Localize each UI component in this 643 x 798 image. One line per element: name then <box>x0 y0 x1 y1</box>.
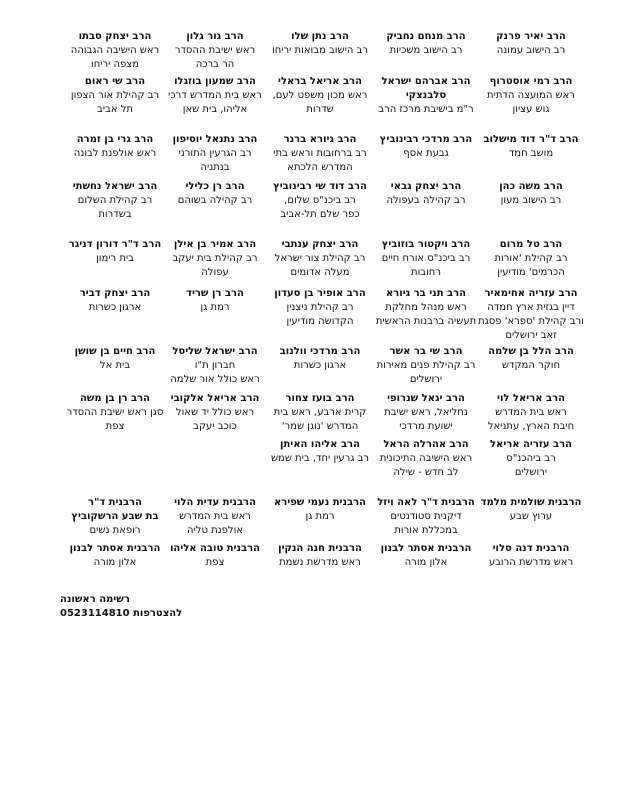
signatory-entry <box>370 30 482 58</box>
signatory-entry <box>475 238 587 280</box>
signatory-description: ראש המועצה הדתית גוש עציון <box>487 90 575 115</box>
signatory-name: הרב יגאל שנרופי <box>387 393 465 404</box>
signatory-description: מושב חמד <box>508 148 554 159</box>
signatory-name: הרב גרי בן זמרה <box>76 134 154 145</box>
signatory-entry <box>475 75 587 117</box>
signatory-name: הרב תני בר גיורא <box>385 288 466 299</box>
signatory-entry <box>264 180 376 222</box>
signatory-name: הרב מרדכי וולנוב <box>279 346 361 357</box>
signatory-description: רב קהילת ניצנין הקדושה מודיעין <box>286 302 354 327</box>
signatory-entry <box>475 496 587 524</box>
signatory-name: הרב שי בר אשר <box>389 346 463 357</box>
signatory-name: הרבנית ד"ר לאה ויזל <box>377 497 475 508</box>
signatory-name: הרב מנחם נחביק <box>386 31 466 42</box>
signatory-name: הרב ד"ר דורון דניגר <box>68 239 162 250</box>
signatory-entry <box>264 542 376 570</box>
signatory-entry <box>370 542 482 570</box>
signatory-name: הרב ד"ר דוד מישלוב <box>483 134 579 145</box>
signatory-description: נחליאל, ראש ישיבת ישועת מרדכי <box>384 407 468 432</box>
signatory-name: הרב יצחק ענתבי <box>281 239 359 250</box>
signatory-name: הרב חיים בן שושן <box>74 346 156 357</box>
signatory-description: רב הישוב עמונה <box>496 45 566 56</box>
signatory-entry <box>475 345 587 373</box>
signatory-entry <box>475 133 587 161</box>
signatory-entry <box>159 133 271 175</box>
signatory-description: ראש בית המדרש אולפנת טליה <box>179 511 251 536</box>
signatory-description: רמת גן <box>200 302 230 313</box>
signatory-entry <box>370 238 482 280</box>
signatory-description: חברון ת"ו ראש כולל אור שלמה <box>170 360 260 385</box>
signatory-entry <box>264 133 376 175</box>
signatory-entry <box>264 345 376 373</box>
signatory-name: הרב הלל בן שלמה <box>488 346 574 357</box>
signatory-description: רב קהילת 'אורות הכרמים' מודיעין <box>494 253 568 278</box>
signatory-name: הרבנית דנה סלוי <box>492 543 570 554</box>
signatory-description: רב קהילה בעפולה <box>386 195 466 206</box>
signatory-entry <box>475 438 587 480</box>
signatory-name: הרב אברהם ישראל סלבנצקי <box>381 76 471 101</box>
signatory-name: הרב משה כהן <box>499 181 563 192</box>
signatory-entry <box>370 438 482 480</box>
signatory-name: הרב יאיר פרנק <box>496 31 566 42</box>
signatory-name: הרב שי ראום <box>84 76 146 87</box>
signatory-name: הרב יצחק סבתו <box>78 31 152 42</box>
signatory-entry <box>159 180 271 208</box>
signatory-description: רמת גן <box>305 511 335 522</box>
signatory-entry <box>264 30 376 58</box>
signatory-name: הרב עזריה אחימאיר <box>484 288 578 299</box>
signatory-description: ראש ישיבת ההסדר הר ברכה <box>174 45 256 70</box>
signatory-description: רופאת נשים <box>89 525 141 536</box>
signatory-name: הרב יצחק גבאי <box>390 181 462 192</box>
signatory-entry <box>264 496 376 524</box>
signatory-description: אלון מורה <box>404 557 448 568</box>
signatory-entry <box>370 75 482 117</box>
signatory-entry <box>370 133 482 161</box>
signatory-description: ראש מכון משפט לעם, שדרות <box>272 90 368 115</box>
signatory-entry <box>159 30 271 72</box>
signatory-name: הרבנית חנה הנקין <box>278 543 362 554</box>
signatory-description: רב ביכנ"ס שלום, כפר שלם תל-אביב <box>280 195 360 220</box>
signatory-entry <box>159 496 271 538</box>
signatory-entry <box>59 392 171 434</box>
signatory-name: הרב בועז צחור <box>285 393 355 404</box>
signatory-name: הרב אהרלה הראל <box>383 439 469 450</box>
footer <box>60 593 182 621</box>
signatory-description: ערוץ שבע <box>509 511 553 522</box>
signatory-description: ראש מדרשת הרובע <box>488 557 574 568</box>
signatory-description: צפת <box>205 557 225 568</box>
signatory-entry <box>159 542 271 570</box>
signatory-name: הרבנית אסתר לבנון <box>380 543 472 554</box>
signatory-description: רב הישוב מעון <box>500 195 562 206</box>
signatory-description: ראש מנהל מחלקת תעשיה ברבנות הראשית <box>375 302 477 327</box>
signatory-entry <box>475 542 587 570</box>
signatory-entry <box>264 392 376 434</box>
signatory-name: הרב אופיר בן סעדון <box>274 288 366 299</box>
signatory-description: סגן ראש ישיבת ההסדר צפת <box>66 407 164 432</box>
signatory-name: הרב ישראל נחשתי <box>72 181 158 192</box>
signatory-name: הרב טל מרום <box>499 239 563 250</box>
signatory-description: ראש בית המדרש חיבת הארץ, עתניאל <box>487 407 575 432</box>
signatory-description: רב קהילה בשוהם <box>177 195 253 206</box>
signatory-description: רב הגרעין התורני בנתניה <box>178 148 252 173</box>
signatory-entry <box>370 180 482 208</box>
signatory-name: הרבנית אסתר לבנון <box>69 543 161 554</box>
signatory-name: הרב מרדכי רבינוביץ <box>379 134 473 145</box>
signatory-name: הרב אמיר בן אילן <box>173 239 257 250</box>
signatory-entry <box>475 180 587 208</box>
signatory-name: הרב גיורא ברנר <box>283 134 357 145</box>
signatory-name: הרב ויקטור בוזוביץ <box>381 239 471 250</box>
signatory-name: הרב גור גלון <box>186 31 244 42</box>
signatory-entry <box>59 133 171 161</box>
signatory-name: הרב נתן שלו <box>291 31 349 42</box>
signatory-name: הרב רן כלילי <box>185 181 245 192</box>
signatory-name: הרבנית שולמית מלמד <box>480 497 582 508</box>
signatory-entry <box>159 392 271 434</box>
signatory-description: חוקר המקדש <box>501 360 561 371</box>
signatory-name: הרב ישראל שליסל <box>172 346 258 357</box>
signatory-entry <box>475 287 587 343</box>
signatory-description: רב קהילת צור ישראל מעלה אדומים <box>274 253 366 278</box>
signatory-entry <box>59 287 171 315</box>
signatory-description: ראש אולפנת לבונה <box>73 148 157 159</box>
signatory-entry <box>159 287 271 315</box>
signatory-entry <box>370 496 482 538</box>
signatory-entry <box>264 75 376 117</box>
signatory-entry <box>59 180 171 222</box>
signatory-entry <box>370 287 482 329</box>
signatory-description: רב הישוב מבואות יריחו <box>272 45 368 56</box>
signatory-entry <box>59 75 171 117</box>
signatory-description: רב גרעין יחד, בית שמש <box>270 453 370 464</box>
signatory-description: דיקנית סטודנטים במכללת אורות <box>390 511 462 536</box>
signatory-name: הרב רן שריד <box>186 288 244 299</box>
signatory-description: רב קהילת השלום בשדרות <box>77 195 153 220</box>
signatory-entry <box>59 30 171 72</box>
signatory-name: הרב יצחק דביר <box>79 288 151 299</box>
signatory-description: בית רימון <box>96 253 134 264</box>
signatory-entry <box>264 287 376 329</box>
signatory-description: רב הישוב משכיות <box>389 45 463 56</box>
signatory-description: רב ברחובות וראש בתי המדרש הלכתא <box>273 148 367 173</box>
signatory-entry <box>475 30 587 58</box>
signatory-description: רב קהילת בית יעקב עפולה <box>172 253 258 278</box>
signatory-entry <box>159 75 271 117</box>
signatory-name: הרב רן בן משה <box>79 393 151 404</box>
signatory-entry <box>159 345 271 387</box>
signatory-entry <box>59 496 171 538</box>
signatory-description: רב קהילת אור הצפון תל אביב <box>70 90 160 115</box>
signatory-name: הרב אריאל בראלי <box>278 76 362 87</box>
signatory-description: ארגון כשרות <box>293 360 347 371</box>
signatory-name: הרב שמעון בוזגלו <box>174 76 256 87</box>
signatory-description: אלון מורה <box>93 557 137 568</box>
signatory-description: ראש הישיבה הגבוהה מצפה יריחו <box>70 45 160 70</box>
signatory-name: הרב אליהו האיתן <box>280 439 360 450</box>
signatory-name: הרבנית נעמי שפירא <box>273 497 367 508</box>
signatory-name: הרבנית עדית הלוי <box>174 497 256 508</box>
signatory-description: גבעת אסף <box>403 148 449 159</box>
signatory-description: ראש הישיבה התיכונית לב חדש - שילה <box>379 453 473 478</box>
signatory-description: דיין בגזית ארץ חמדה ורב קהילת 'ספרא' פסגת זאב ירושלים <box>478 302 584 341</box>
signatory-entry <box>264 438 376 466</box>
signatory-name: הרב נתנאל יוסיפון <box>172 134 258 145</box>
signatory-entry <box>370 392 482 434</box>
signatory-name: הרב אריאל אלקובי <box>170 393 260 404</box>
signatory-description: קרית ארבע, ראש בית המדרש 'נוגן שמר' <box>273 407 367 432</box>
signatory-entry <box>59 542 171 570</box>
signatory-entry <box>59 238 171 266</box>
signatory-entry <box>370 345 482 387</box>
signatory-description: רב ביכנ"ס אורח חיים רחובות <box>381 253 471 278</box>
signatory-name: הרב רמי אוסטרוף <box>489 76 573 87</box>
footer-contact-phone: להצטרפות 0523114810 <box>60 608 183 619</box>
signatory-description: בית אל <box>99 360 131 371</box>
signatory-entry <box>59 345 171 373</box>
signatory-name: הרבנית טובה אליהו <box>169 543 261 554</box>
signatory-description: רב ביהכנ"ס ירושלים <box>506 453 556 478</box>
signatory-name: הרב אריאל לוי <box>497 393 565 404</box>
signatory-name: הרב עזריה אריאל <box>489 439 573 450</box>
signatory-name: הרבנית ד"ר בת שבע הרשקוביץ <box>71 497 159 522</box>
signatory-description: ראש כולל יד שאול כוכב יעקב <box>175 407 255 432</box>
signatory-name: הרב דוד שי רבינוביץ <box>273 181 367 192</box>
signatory-entry <box>475 392 587 434</box>
signatory-description: ראש מדרשת נשמת <box>279 557 361 568</box>
footer-first-list: רשימה ראשונה <box>60 594 130 605</box>
signatory-description: ר"מ בישיבת מרכז הרב <box>378 104 474 115</box>
signatory-description: ראש בית המדרש דרכי אליהו, בית שאן <box>168 90 262 115</box>
signatory-entry <box>159 238 271 280</box>
signatory-description: ארגון כשרות <box>88 302 142 313</box>
signatory-description: רב קהילת פנים מאירות ירושלים <box>376 360 476 385</box>
signatory-entry <box>264 238 376 280</box>
